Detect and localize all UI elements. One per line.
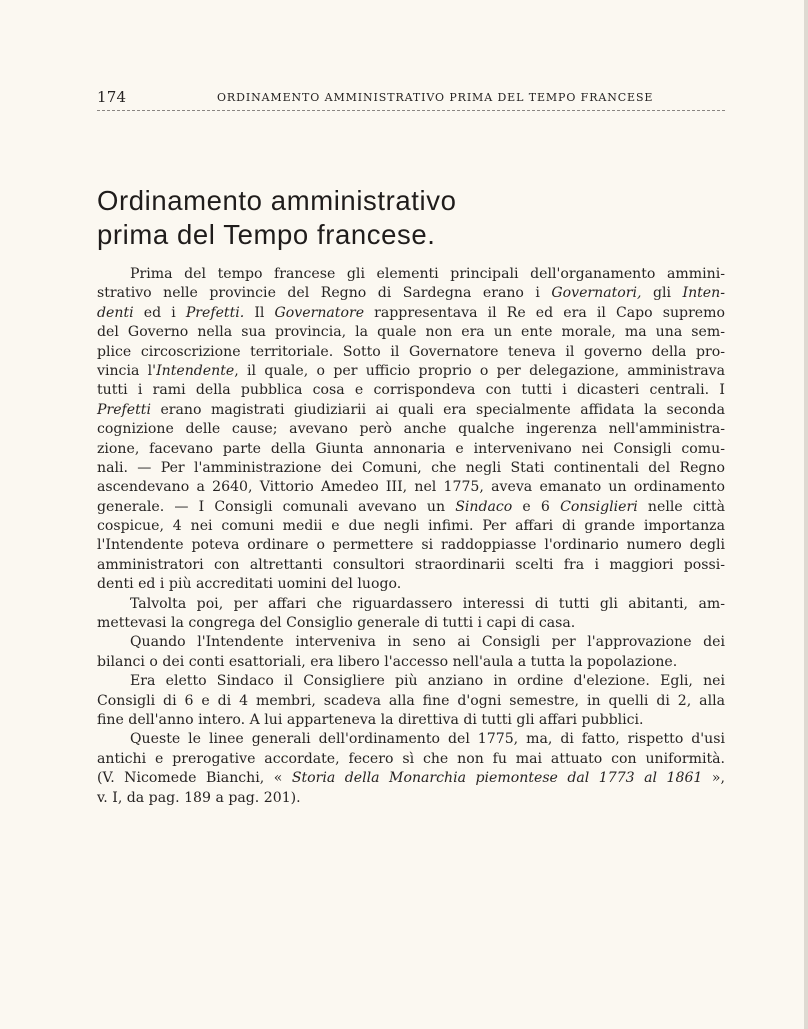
text-run: mettevasi la congrega del Consiglio generale di tutti i capi di casa. [97, 615, 576, 632]
text-line [97, 265, 725, 284]
text-run: », [702, 770, 725, 787]
running-head [97, 88, 725, 110]
text-run: gli [641, 285, 683, 302]
text-run: ascendevano a 2640, Vittorio Amedeo III, nel 1775, aveva emanato un ordinamento [97, 479, 725, 496]
text-run: vincia l' [97, 362, 157, 379]
text-run: fine dell'anno intero. A lui apparteneva la direttiva di tutti gli affari pubblici. [97, 711, 644, 728]
paragraph [97, 672, 725, 730]
chapter-title-line-2: prima del Tempo francese. [97, 219, 436, 250]
text-line [97, 730, 725, 749]
text-run: plice circoscrizione territoriale. Sotto il Governatore teneva il governo della pro- [97, 343, 725, 360]
text-run: Il [244, 304, 275, 321]
text-run: amministratori con altrettanti consultori straordinarii scelti fra i maggiori possi- [97, 556, 725, 573]
text-line [97, 401, 725, 420]
chapter-title [97, 184, 456, 252]
text-line [97, 711, 725, 730]
italic-text: Inten- [682, 285, 725, 302]
text-line [97, 304, 725, 323]
italic-text: Intendente [156, 362, 235, 379]
text-run: tutti i rami della pubblica cosa e corrispondeva con tutti i dicasteri centrali. I [97, 382, 725, 399]
text-run: l'Intendente poteva ordinare o permettere si raddoppiasse l'ordinario numero degli [97, 537, 725, 554]
text-line [97, 692, 725, 711]
text-run: (V. Nicomede Bianchi, « [97, 770, 292, 787]
text-line [97, 440, 725, 459]
text-line [97, 381, 725, 400]
text-run: zione, facevano parte della Giunta annonaria e intervenivano nei Consigli comu- [97, 440, 725, 457]
italic-text: Governatore [274, 304, 365, 321]
text-run: antichi e prerogative accordate, fecero sì che non fu mai attuato con uniformità. [97, 750, 725, 767]
text-run: ed i [133, 304, 186, 321]
text-line [97, 478, 725, 497]
text-run: generale. — I Consigli comunali avevano un [97, 498, 456, 515]
text-run: cospicue, 4 nei comuni medii e due negli infimi. Per affari di grande importanza [97, 518, 725, 535]
paragraph [97, 265, 725, 595]
text-line [97, 420, 725, 439]
text-line [97, 614, 725, 633]
text-line [97, 362, 725, 381]
text-run: nelle città [637, 498, 725, 515]
text-run: rappresentava il Re ed era il Capo supremo [364, 304, 725, 321]
text-line [97, 769, 725, 788]
page-edge [804, 0, 808, 1029]
italic-text: denti [97, 304, 134, 321]
paragraph [97, 595, 725, 634]
text-line [97, 343, 725, 362]
text-run: bilanci o dei conti esattoriali, era libero l'accesso nell'aula a tutta la popolazione. [97, 653, 678, 670]
text-line [97, 556, 725, 575]
italic-text: Sindaco [455, 498, 513, 515]
text-run: e 6 [512, 498, 561, 515]
text-run: Consigli di 6 e di 4 membri, scadeva alla fine d'ogni semestre, in quelli di 2, alla [97, 692, 725, 709]
paragraph [97, 730, 725, 808]
text-run: Era eletto Sindaco il Consigliere più anziano in ordine d'elezione. Egli, nei [130, 673, 725, 690]
italic-text: Consiglieri [560, 498, 638, 515]
text-line [97, 750, 725, 769]
text-line [97, 575, 725, 594]
text-line [97, 672, 725, 691]
text-line [97, 789, 725, 808]
text-line [97, 595, 725, 614]
text-run: del Governo nella sua provincia, la quale non era un ente morale, ma una sem- [97, 324, 725, 341]
text-line [97, 633, 725, 652]
text-line [97, 498, 725, 517]
chapter-title-line-1: Ordinamento amministrativo [97, 185, 457, 216]
text-run: Prima del tempo francese gli elementi principali dell'organamento ammini- [130, 266, 725, 282]
text-line [97, 517, 725, 536]
italic-text: Prefetti. [185, 304, 245, 321]
header-rule [97, 110, 725, 111]
text-run: Quando l'Intendente interveniva in seno ai Consigli per l'approvazione dei [130, 634, 725, 651]
text-line [97, 284, 725, 303]
text-run: cognizione delle cause; avevano però anche qualche ingerenza nell'amministra- [97, 421, 725, 438]
italic-text: Prefetti [97, 401, 151, 418]
italic-text: Governatori, [551, 285, 642, 302]
body-text [97, 265, 725, 808]
text-run: v. I, da pag. 189 a pag. 201). [97, 789, 301, 806]
text-line [97, 653, 725, 672]
text-run: erano magistrati giudiziarii ai quali era specialmente affidata la seconda [150, 401, 725, 418]
text-run: Talvolta poi, per affari che riguardassero interessi di tutti gli abitanti, am- [130, 595, 725, 612]
paragraph [97, 633, 725, 672]
text-run: , il quale, o per ufficio proprio o per delegazione, amministrava [234, 362, 725, 379]
text-run: Queste le linee generali dell'ordinamento del 1775, ma, di fatto, rispetto d'usi [130, 731, 725, 748]
text-run: strativo nelle provincie del Regno di Sardegna erano i [97, 285, 552, 302]
running-title: ORDINAMENTO AMMINISTRATIVO PRIMA DEL TEMPO FRANCESE [217, 91, 654, 104]
italic-text: Storia della Monarchia piemontese dal 1773 al 1861 [291, 770, 703, 787]
text-line [97, 536, 725, 555]
text-line [97, 459, 725, 478]
page-number: 174 [97, 88, 127, 106]
text-run: denti ed i più accreditati uomini del luogo. [97, 576, 402, 593]
text-line [97, 323, 725, 342]
text-run: nali. — Per l'amministrazione dei Comuni, che negli Stati continentali del Regno [97, 459, 725, 476]
